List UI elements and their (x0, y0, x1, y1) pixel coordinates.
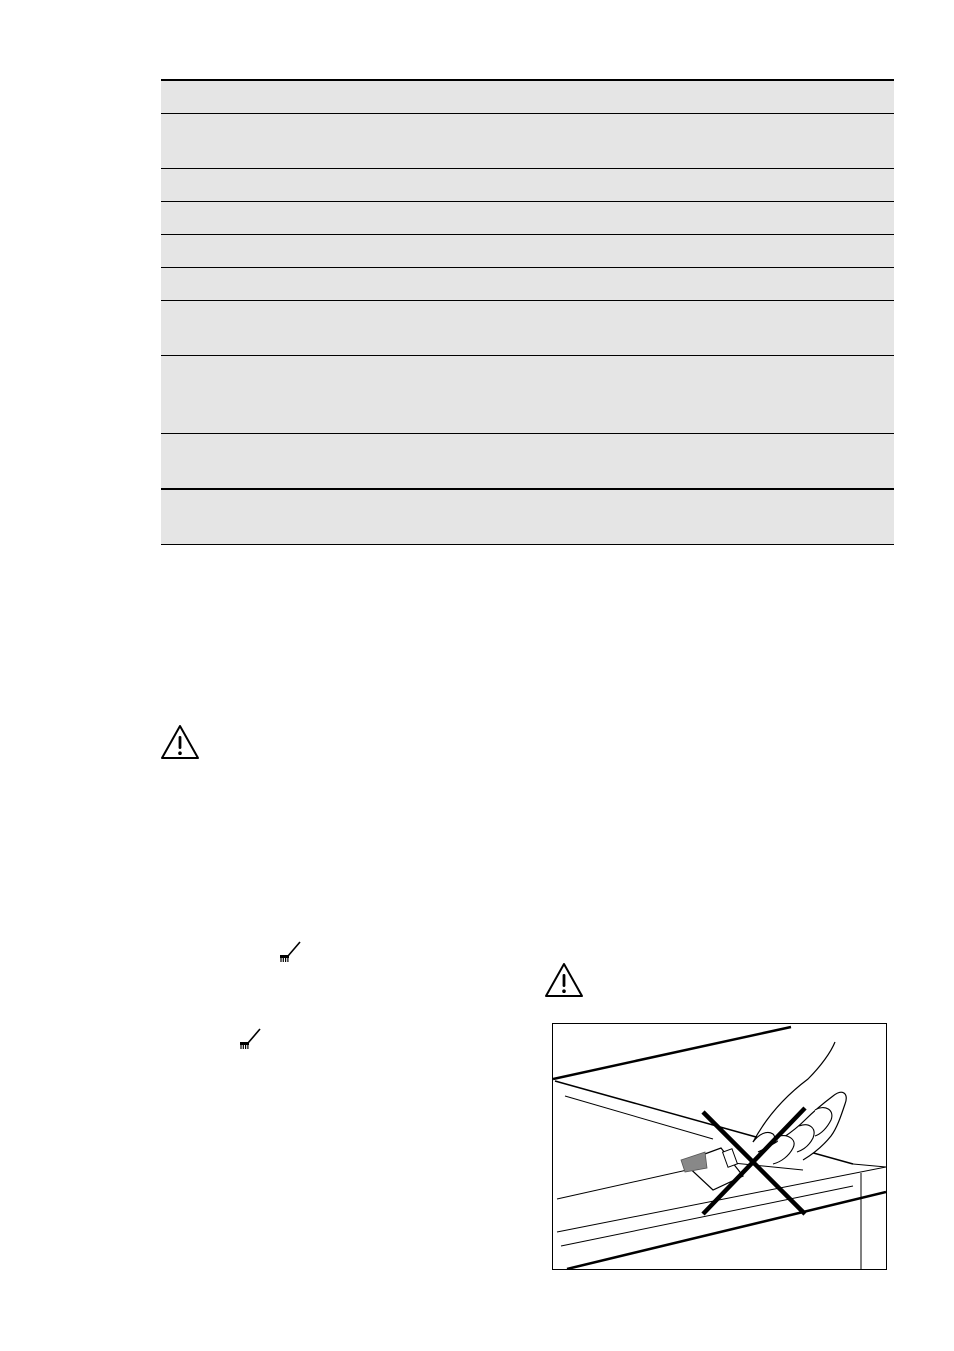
table-row (161, 488, 894, 544)
table-row (161, 355, 894, 433)
scraper-on-hob-prohibited-icon (553, 1024, 887, 1270)
table-row (161, 168, 894, 201)
table-header-row (161, 79, 894, 113)
table-row (161, 113, 894, 168)
table-row (161, 267, 894, 300)
table-row (161, 234, 894, 267)
cleaning-brush-icon (279, 940, 303, 964)
warning-triangle-icon (160, 724, 200, 761)
table-row (161, 201, 894, 234)
warning-triangle-icon (544, 962, 584, 999)
prohibited-scraper-illustration (552, 1023, 887, 1270)
table-row (161, 433, 894, 488)
table-bottom-rule (161, 544, 894, 545)
cleaning-brush-icon (239, 1027, 263, 1051)
table-row (161, 300, 894, 355)
